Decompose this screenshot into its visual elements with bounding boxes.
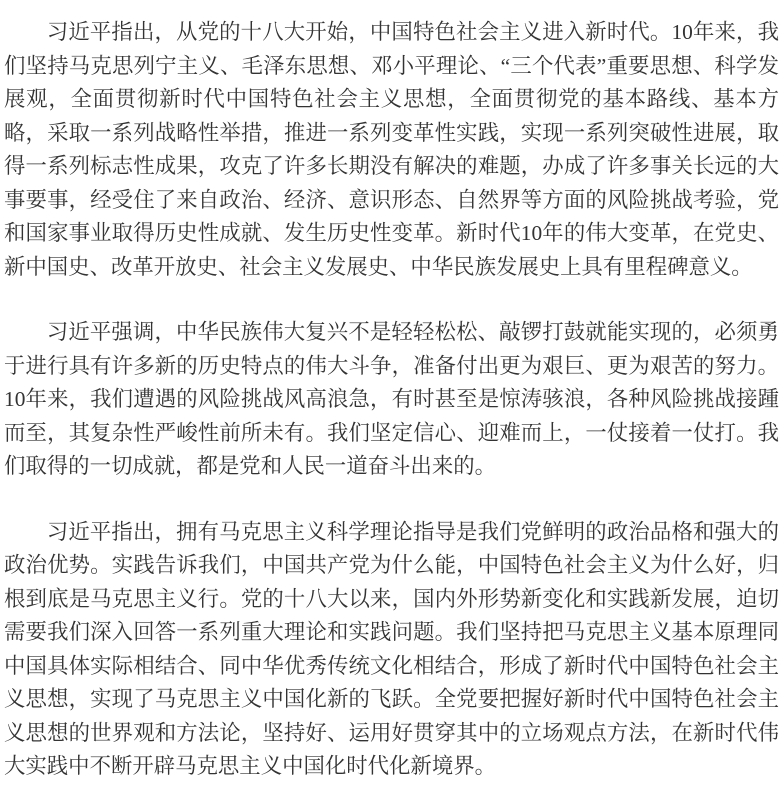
paragraph-2: 习近平强调，中华民族伟大复兴不是轻轻松松、敲锣打鼓就能实现的，必须勇于进行具有许多新的历史特点的伟大斗争，准备付出更为艰巨、更为艰苦的努力。10年来，我们遭遇的风险挑战风高浪急，有时甚至是惊涛骇浪，各种风险挑战接踵而至，其复杂性严峻性前所未有。我们坚定信心、迎难而上，一仗接着一仗打。我们取得的一切成就，都是党和人民一道奋斗出来的。 [4, 320, 779, 478]
paragraph-1: 习近平指出，从党的十八大开始，中国特色社会主义进入新时代。10年来，我们坚持马克思列宁主义、毛泽东思想、邓小平理论、“三个代表”重要思想、科学发展观，全面贯彻新时代中国特色社会主义思想，全面贯彻党的基本路线、基本方略，采取一系列战略性举措，推进一系列变革性实践，实现一系列突破性进展，取得一系列标志性成果，攻克了许多长期没有解决的难题，办成了许多事关长远的大事要事，经受住了来自政治、经济、意识形态、自然界等方面的风险挑战考验，党和国家事业取得历史性成就、发生历史性变革。新时代10年的伟大变革，在党史、新中国史、改革开放史、社会主义发展史、中华民族发展史上具有里程碑意义。 [4, 20, 779, 279]
paragraph-3: 习近平指出，拥有马克思主义科学理论指导是我们党鲜明的政治品格和强大的政治优势。实践告诉我们，中国共产党为什么能，中国特色社会主义为什么好，归根到底是马克思主义行。党的十八大以来，国内外形势新变化和实践新发展，迫切需要我们深入回答一系列重大理论和实践问题。我们坚持把马克思主义基本原理同中国具体实际相结合、同中华优秀传统文化相结合，形成了新时代中国特色社会主义思想，实现了马克思主义中国化新的飞跃。全党要把握好新时代中国特色社会主义思想的世界观和方法论，坚持好、运用好贯穿其中的立场观点方法，在新时代伟大实践中不断开辟马克思主义中国化时代化新境界。 [4, 519, 779, 778]
article-body [4, 16, 779, 784]
